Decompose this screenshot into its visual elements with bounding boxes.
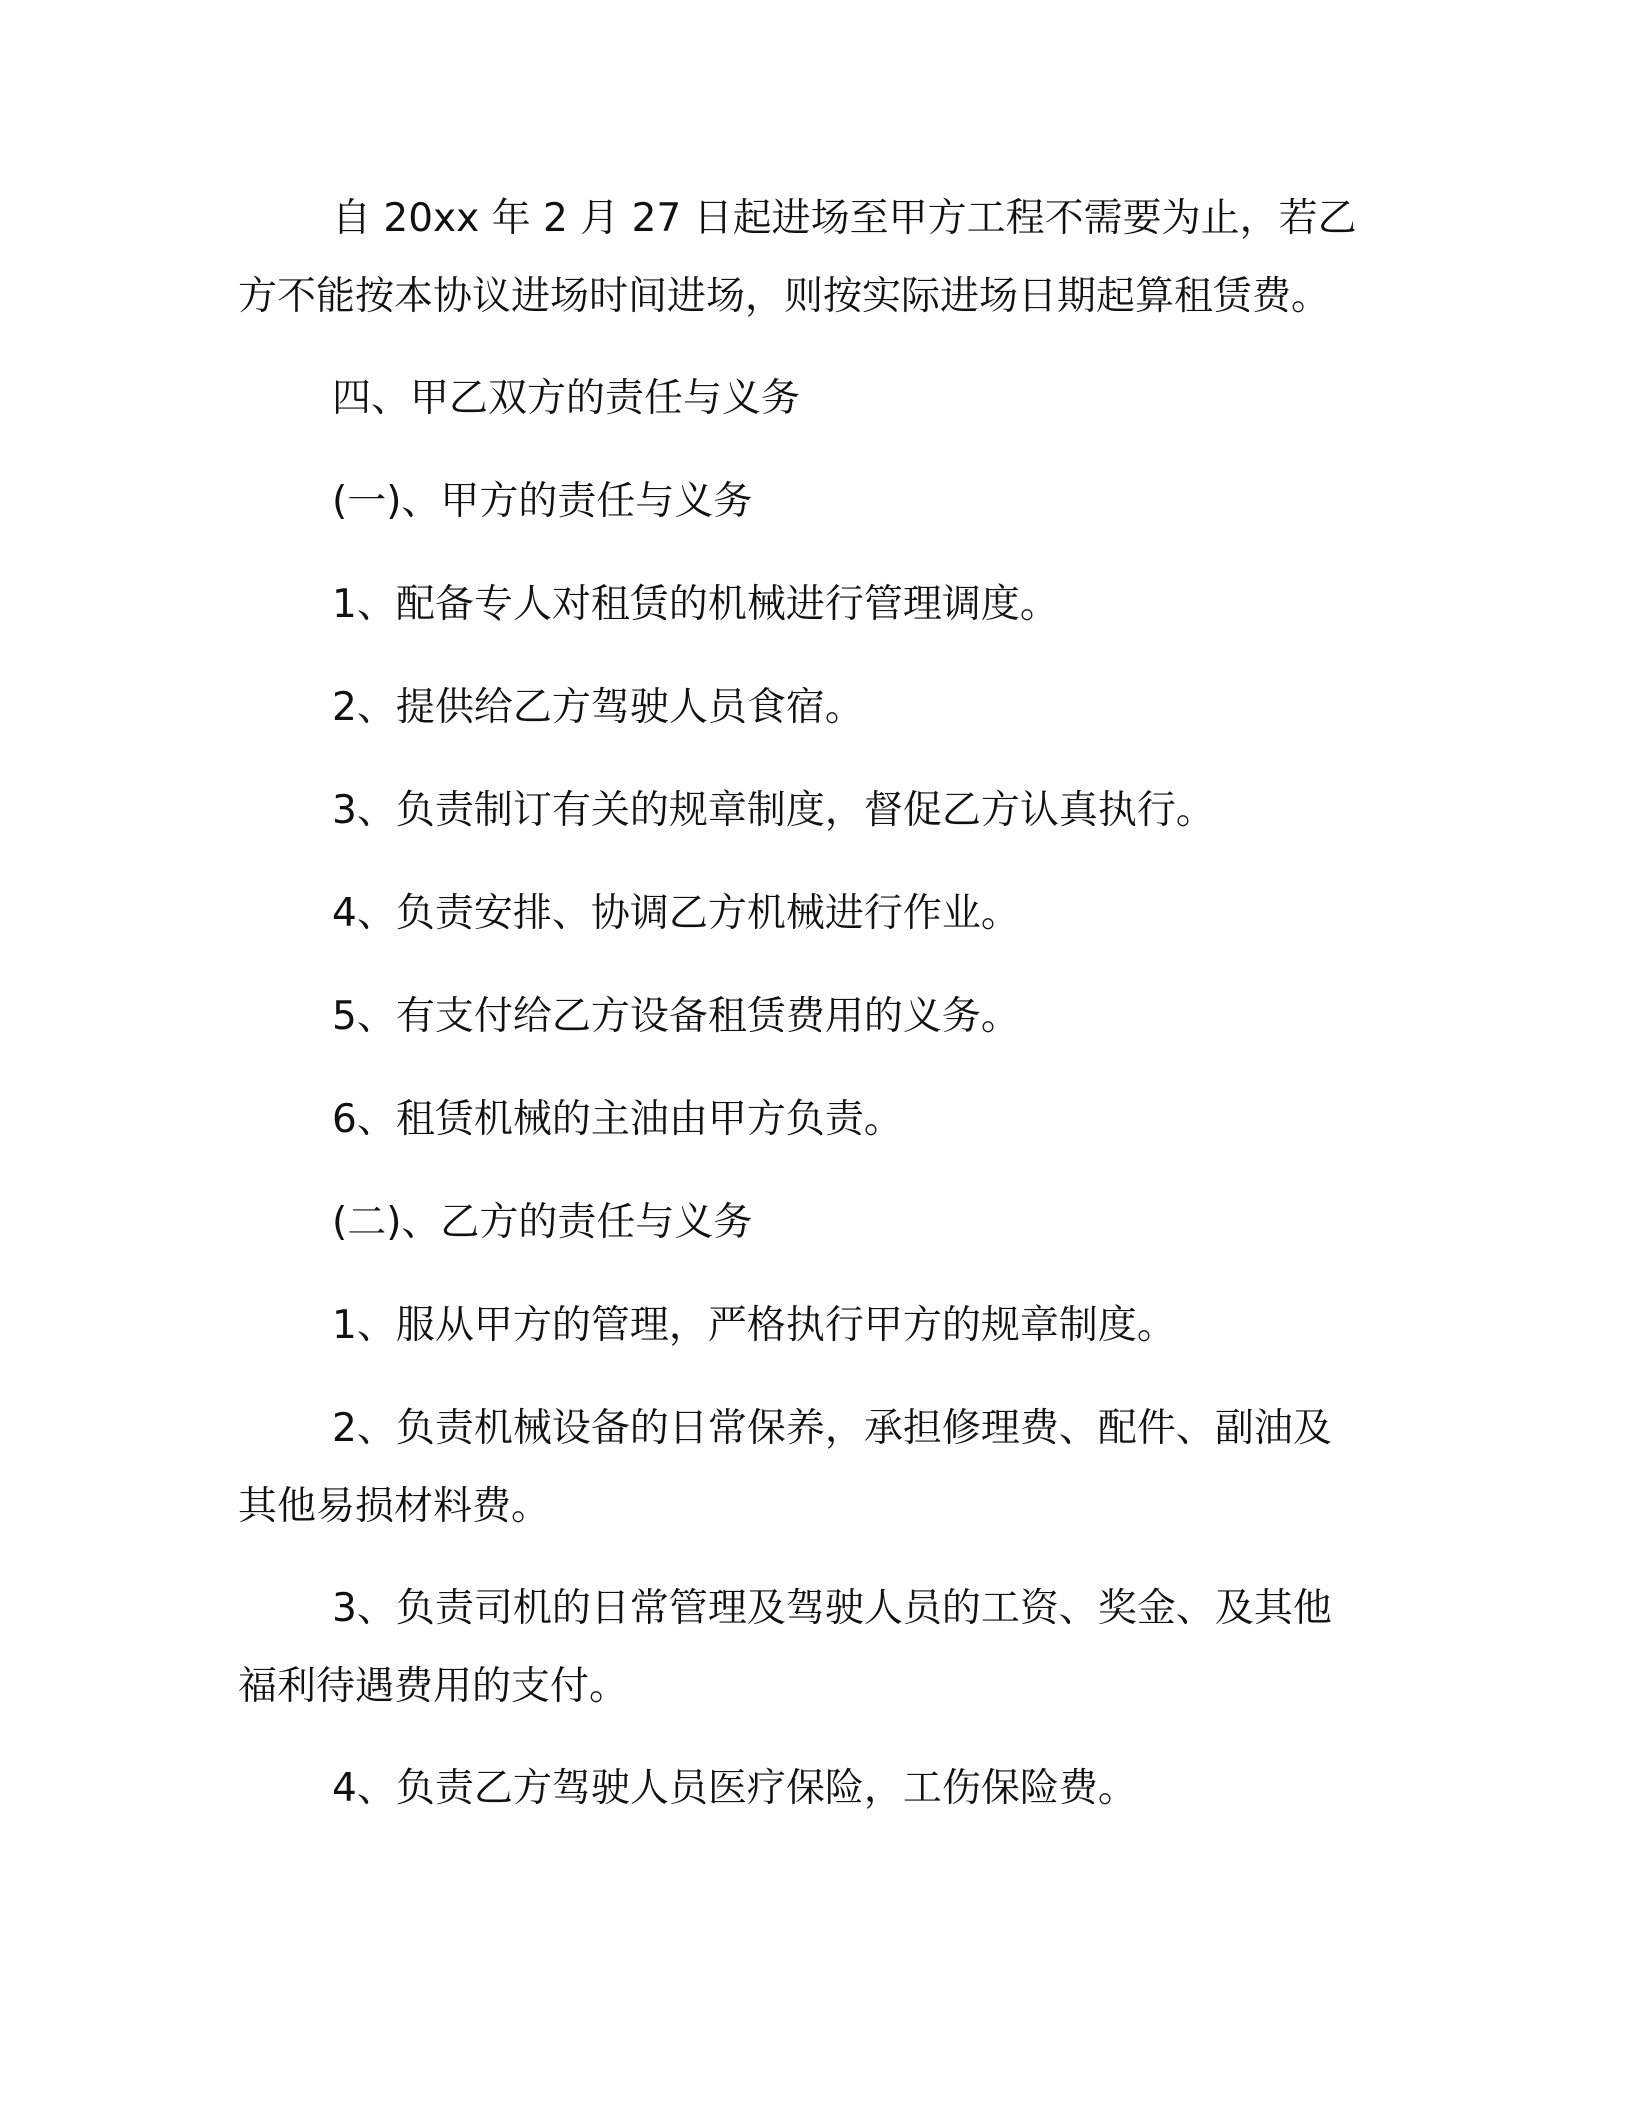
paragraph-entry-date: 自 20xx 年 2 月 27 日起进场至甲方工程不需要为止，若乙方不能按本协议进场时间进场，则按实际进场日期起算租赁费。 bbox=[238, 196, 1357, 319]
party-a-item-1: 1、配备专人对租赁的机械进行管理调度。 bbox=[332, 582, 1059, 627]
party-a-item-5: 5、有支付给乙方设备租赁费用的义务。 bbox=[332, 994, 1020, 1039]
party-b-item-3: 3、负责司机的日常管理及驾驶人员的工资、奖金、及其他福利待遇费用的支付。 bbox=[238, 1586, 1332, 1709]
party-a-item-6: 6、租赁机械的主油由甲方负责。 bbox=[332, 1097, 903, 1142]
subsection-heading-party-a: (一)、甲方的责任与义务 bbox=[332, 479, 753, 524]
subsection-heading-party-b: (二)、乙方的责任与义务 bbox=[332, 1200, 753, 1245]
party-b-item-2: 2、负责机械设备的日常保养，承担修理费、配件、副油及其他易损材料费。 bbox=[238, 1406, 1332, 1529]
section-heading-4: 四、甲乙双方的责任与义务 bbox=[332, 376, 801, 421]
party-a-item-2: 2、提供给乙方驾驶人员食宿。 bbox=[332, 685, 864, 730]
party-a-item-4: 4、负责安排、协调乙方机械进行作业。 bbox=[332, 891, 1020, 936]
party-b-item-1: 1、服从甲方的管理，严格执行甲方的规章制度。 bbox=[332, 1303, 1176, 1348]
party-b-item-4: 4、负责乙方驾驶人员医疗保险，工伤保险费。 bbox=[332, 1766, 1137, 1811]
party-a-item-3: 3、负责制订有关的规章制度，督促乙方认真执行。 bbox=[332, 788, 1215, 833]
